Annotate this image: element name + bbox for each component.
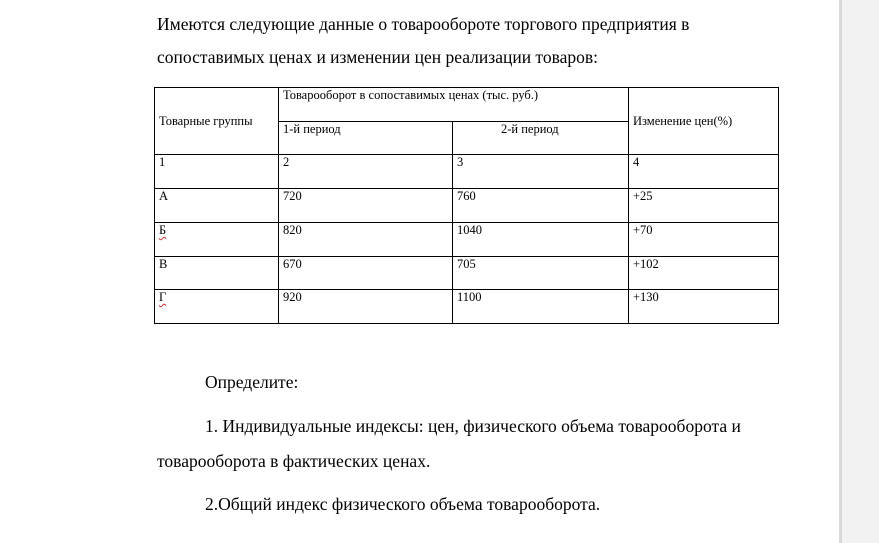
table-cell: 3 [453, 155, 629, 189]
table-cell: 1040 [453, 223, 629, 257]
header-period-1: 1-й период [279, 122, 453, 155]
task-item-1-line-2: товарооборота в фактических ценах. [157, 451, 431, 471]
table-cell: Б [155, 223, 279, 257]
table-cell: 1100 [453, 290, 629, 324]
table-cell: Г [155, 290, 279, 324]
header-price-change: Изменение цен(%) [629, 88, 779, 155]
table-row [155, 257, 779, 290]
header-period-2: 2-й период [453, 122, 629, 155]
table-cell: 4 [629, 155, 779, 189]
intro-line-1: Имеются следующие данные о товарообороте торгового предприятия в [157, 14, 690, 34]
task-heading: Определите: [205, 372, 299, 392]
turnover-table [154, 87, 779, 324]
table-cell: В [155, 257, 279, 290]
table-cell: 670 [279, 257, 453, 290]
table-cell: 920 [279, 290, 453, 324]
table-cell: 720 [279, 189, 453, 223]
table-row [155, 189, 779, 223]
table-cell: +25 [629, 189, 779, 223]
header-group: Товарные группы [155, 88, 279, 155]
intro-line-2: сопоставимых ценах и изменении цен реализации товаров: [157, 47, 599, 67]
task-item-1-line-1: 1. Индивидуальные индексы: цен, физического объема товарооборота и [205, 416, 741, 436]
table-cell: А [155, 189, 279, 223]
table-cell: 820 [279, 223, 453, 257]
table-header-row [155, 88, 779, 122]
table-cell: 2 [279, 155, 453, 189]
table-cell: +70 [629, 223, 779, 257]
intro-paragraph [157, 8, 797, 74]
table-row [155, 290, 779, 324]
table-row [155, 223, 779, 257]
table-cell: +130 [629, 290, 779, 324]
table-cell: 1 [155, 155, 279, 189]
table-cell: 760 [453, 189, 629, 223]
table-numbering-row [155, 155, 779, 189]
header-turnover: Товарооборот в сопоставимых ценах (тыс. руб.) [279, 88, 629, 122]
table-cell: 705 [453, 257, 629, 290]
task-item-2: 2.Общий индекс физического объема товарооборота. [205, 494, 601, 514]
workspace-background [842, 0, 879, 543]
table-cell: +102 [629, 257, 779, 290]
